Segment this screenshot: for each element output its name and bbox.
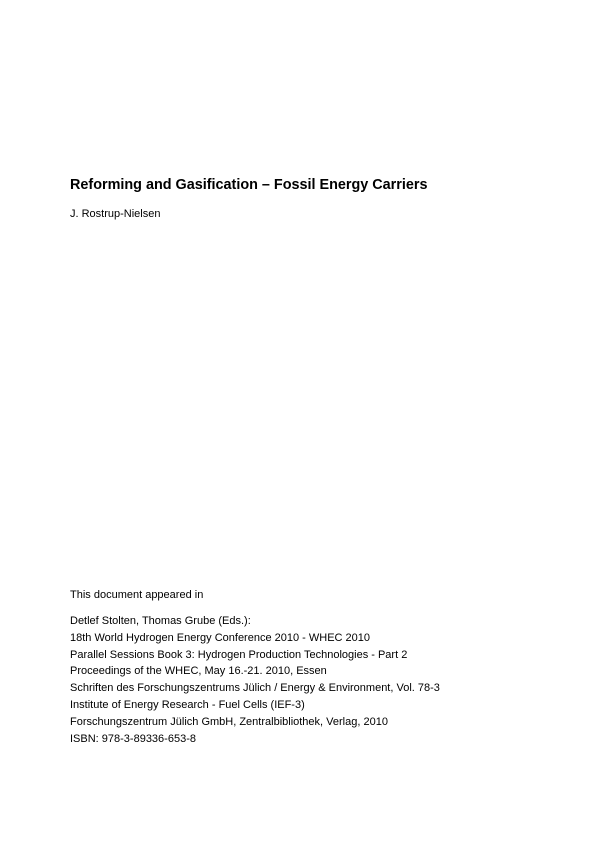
appeared-in-label: This document appeared in	[70, 589, 204, 601]
publication-details	[70, 613, 440, 747]
publication-institute: Institute of Energy Research - Fuel Cells (IEF-3)	[70, 698, 305, 711]
publication-isbn: ISBN: 978-3-89336-653-8	[70, 732, 196, 745]
publication-publisher: Forschungszentrum Jülich GmbH, Zentralbibliothek, Verlag, 2010	[70, 715, 388, 728]
publication-proceedings: Proceedings of the WHEC, May 16.-21. 2010, Essen	[70, 665, 327, 678]
publication-series: Schriften des Forschungszentrums Jülich / Energy & Environment, Vol. 78-3	[70, 682, 440, 695]
publication-conference: 18th World Hydrogen Energy Conference 2010 - WHEC 2010	[70, 631, 371, 644]
author-name: J. Rostrup-Nielsen	[70, 208, 161, 220]
publication-session-book: Parallel Sessions Book 3: Hydrogen Production Technologies - Part 2	[70, 648, 408, 661]
page-title: Reforming and Gasification – Fossil Energy Carriers	[70, 177, 428, 193]
publication-editors: Detlef Stolten, Thomas Grube (Eds.):	[70, 615, 251, 627]
